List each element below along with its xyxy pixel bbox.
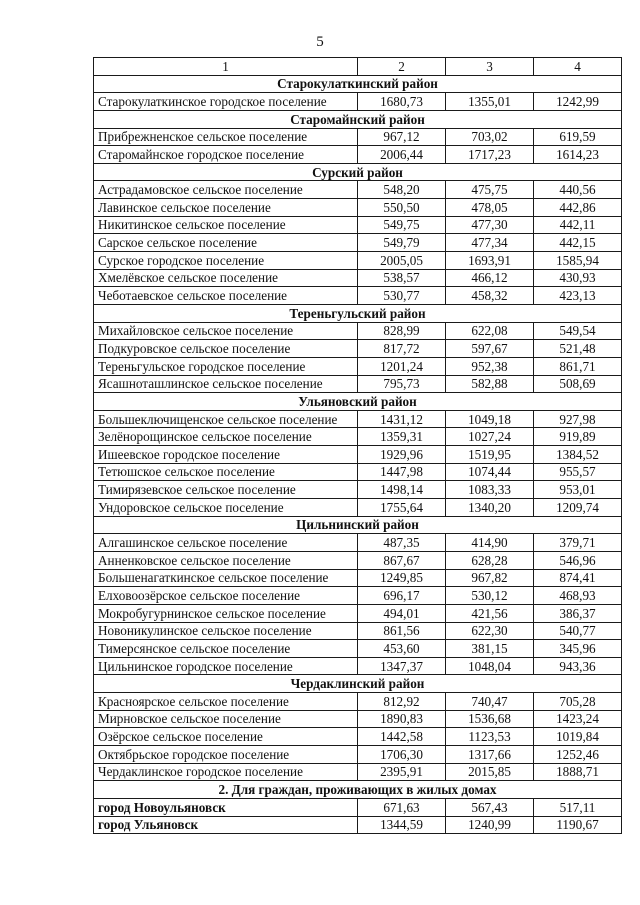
table-row <box>94 181 622 199</box>
value-col-2: 550,50 <box>358 199 446 217</box>
value-col-4: 517,11 <box>534 798 622 816</box>
value-col-4: 540,77 <box>534 622 622 640</box>
settlement-name: Ишеевское городское поселение <box>94 446 358 464</box>
tariff-table <box>93 57 622 834</box>
value-col-2: 812,92 <box>358 693 446 711</box>
settlement-name: Тереньгульское городское поселение <box>94 357 358 375</box>
value-col-4: 1019,84 <box>534 728 622 746</box>
value-col-4: 1585,94 <box>534 252 622 270</box>
value-col-2: 487,35 <box>358 534 446 552</box>
value-col-3: 530,12 <box>446 587 534 605</box>
table-row <box>94 375 622 393</box>
column-number-4: 4 <box>534 58 622 76</box>
table-row <box>94 499 622 517</box>
settlement-name: Хмелёвское сельское поселение <box>94 269 358 287</box>
value-col-2: 1447,98 <box>358 463 446 481</box>
value-col-2: 967,12 <box>358 128 446 146</box>
value-col-2: 2395,91 <box>358 763 446 781</box>
section-row <box>94 75 622 93</box>
value-col-2: 549,79 <box>358 234 446 252</box>
table-row <box>94 622 622 640</box>
value-col-3: 1074,44 <box>446 463 534 481</box>
value-col-4: 442,86 <box>534 199 622 217</box>
table-row <box>94 798 622 816</box>
value-col-4: 546,96 <box>534 551 622 569</box>
settlement-name: город Ульяновск <box>94 816 358 834</box>
table-row <box>94 410 622 428</box>
value-col-2: 1890,83 <box>358 710 446 728</box>
table-row <box>94 710 622 728</box>
table-body <box>94 58 622 834</box>
table-row <box>94 728 622 746</box>
section-title: Цильнинский район <box>94 516 622 534</box>
value-col-3: 628,28 <box>446 551 534 569</box>
settlement-name: Тетюшское сельское поселение <box>94 463 358 481</box>
table-row <box>94 745 622 763</box>
value-col-2: 453,60 <box>358 640 446 658</box>
value-col-2: 494,01 <box>358 604 446 622</box>
value-col-3: 458,32 <box>446 287 534 305</box>
section-title: 2. Для граждан, проживающих в жилых домах <box>94 781 622 799</box>
value-col-3: 414,90 <box>446 534 534 552</box>
value-col-3: 597,67 <box>446 340 534 358</box>
section-row <box>94 675 622 693</box>
table-row <box>94 604 622 622</box>
table-row <box>94 446 622 464</box>
value-col-4: 442,15 <box>534 234 622 252</box>
settlement-name: Старомайнское городское поселение <box>94 146 358 164</box>
table-row <box>94 481 622 499</box>
value-col-4: 1209,74 <box>534 499 622 517</box>
value-col-2: 530,77 <box>358 287 446 305</box>
section-title: Ульяновский район <box>94 393 622 411</box>
table-row <box>94 128 622 146</box>
settlement-name: Лавинское сельское поселение <box>94 199 358 217</box>
value-col-2: 1431,12 <box>358 410 446 428</box>
section-row <box>94 393 622 411</box>
value-col-4: 423,13 <box>534 287 622 305</box>
table-row <box>94 287 622 305</box>
value-col-4: 927,98 <box>534 410 622 428</box>
value-col-3: 740,47 <box>446 693 534 711</box>
value-col-4: 619,59 <box>534 128 622 146</box>
value-col-3: 475,75 <box>446 181 534 199</box>
value-col-3: 381,15 <box>446 640 534 658</box>
value-col-4: 1384,52 <box>534 446 622 464</box>
value-col-2: 861,56 <box>358 622 446 640</box>
value-col-2: 1755,64 <box>358 499 446 517</box>
table-row <box>94 146 622 164</box>
value-col-3: 1340,20 <box>446 499 534 517</box>
table-row <box>94 657 622 675</box>
settlement-name: Красноярское сельское поселение <box>94 693 358 711</box>
value-col-2: 867,67 <box>358 551 446 569</box>
value-col-3: 1123,53 <box>446 728 534 746</box>
value-col-3: 1519,95 <box>446 446 534 464</box>
value-col-3: 1240,99 <box>446 816 534 834</box>
table-row <box>94 534 622 552</box>
table-row <box>94 93 622 111</box>
value-col-2: 817,72 <box>358 340 446 358</box>
settlement-name: Прибрежненское сельское поселение <box>94 128 358 146</box>
table-row <box>94 216 622 234</box>
page-number: 5 <box>316 34 324 50</box>
settlement-name: Никитинское сельское поселение <box>94 216 358 234</box>
value-col-2: 2005,05 <box>358 252 446 270</box>
value-col-2: 549,75 <box>358 216 446 234</box>
value-col-2: 1498,14 <box>358 481 446 499</box>
value-col-3: 478,05 <box>446 199 534 217</box>
settlement-name: Ясашноташлинское сельское поселение <box>94 375 358 393</box>
settlement-name: Астрадамовское сельское поселение <box>94 181 358 199</box>
settlement-name: Мирновское сельское поселение <box>94 710 358 728</box>
value-col-2: 1706,30 <box>358 745 446 763</box>
section-row <box>94 781 622 799</box>
settlement-name: Озёрское сельское поселение <box>94 728 358 746</box>
value-col-2: 2006,44 <box>358 146 446 164</box>
value-col-4: 521,48 <box>534 340 622 358</box>
value-col-4: 549,54 <box>534 322 622 340</box>
value-col-4: 440,56 <box>534 181 622 199</box>
table-row <box>94 199 622 217</box>
value-col-4: 861,71 <box>534 357 622 375</box>
value-col-2: 1680,73 <box>358 93 446 111</box>
value-col-4: 379,71 <box>534 534 622 552</box>
value-col-2: 548,20 <box>358 181 446 199</box>
table-row <box>94 322 622 340</box>
section-row <box>94 516 622 534</box>
column-number-row <box>94 58 622 76</box>
value-col-4: 1888,71 <box>534 763 622 781</box>
settlement-name: Михайловское сельское поселение <box>94 322 358 340</box>
value-col-2: 1929,96 <box>358 446 446 464</box>
value-col-3: 1717,23 <box>446 146 534 164</box>
settlement-name: город Новоульяновск <box>94 798 358 816</box>
value-col-2: 828,99 <box>358 322 446 340</box>
value-col-4: 953,01 <box>534 481 622 499</box>
value-col-3: 421,56 <box>446 604 534 622</box>
settlement-name: Сарское сельское поселение <box>94 234 358 252</box>
table-row <box>94 428 622 446</box>
value-col-3: 622,08 <box>446 322 534 340</box>
settlement-name: Тимирязевское сельское поселение <box>94 481 358 499</box>
value-col-2: 671,63 <box>358 798 446 816</box>
value-col-3: 1049,18 <box>446 410 534 428</box>
value-col-4: 1242,99 <box>534 93 622 111</box>
settlement-name: Чеботаевское сельское поселение <box>94 287 358 305</box>
table-row <box>94 551 622 569</box>
value-col-4: 955,57 <box>534 463 622 481</box>
value-col-2: 1249,85 <box>358 569 446 587</box>
value-col-4: 1190,67 <box>534 816 622 834</box>
table-row <box>94 463 622 481</box>
value-col-4: 943,36 <box>534 657 622 675</box>
value-col-3: 1536,68 <box>446 710 534 728</box>
table-row <box>94 234 622 252</box>
section-row <box>94 110 622 128</box>
settlement-name: Чердаклинское городское поселение <box>94 763 358 781</box>
settlement-name: Сурское городское поселение <box>94 252 358 270</box>
table-row <box>94 816 622 834</box>
value-col-3: 1355,01 <box>446 93 534 111</box>
settlement-name: Елховоозёрское сельское поселение <box>94 587 358 605</box>
table-row <box>94 587 622 605</box>
value-col-3: 1048,04 <box>446 657 534 675</box>
settlement-name: Новоникулинское сельское поселение <box>94 622 358 640</box>
value-col-2: 1359,31 <box>358 428 446 446</box>
value-col-4: 442,11 <box>534 216 622 234</box>
settlement-name: Октябрьское городское поселение <box>94 745 358 763</box>
value-col-3: 567,43 <box>446 798 534 816</box>
value-col-2: 795,73 <box>358 375 446 393</box>
settlement-name: Анненковское сельское поселение <box>94 551 358 569</box>
section-row <box>94 163 622 181</box>
table-row <box>94 763 622 781</box>
settlement-name: Подкуровское сельское поселение <box>94 340 358 358</box>
settlement-name: Большеключищенское сельское поселение <box>94 410 358 428</box>
value-col-3: 582,88 <box>446 375 534 393</box>
column-number-3: 3 <box>446 58 534 76</box>
value-col-3: 703,02 <box>446 128 534 146</box>
value-col-4: 1423,24 <box>534 710 622 728</box>
value-col-3: 1027,24 <box>446 428 534 446</box>
value-col-3: 477,30 <box>446 216 534 234</box>
section-title: Старомайнский район <box>94 110 622 128</box>
table-row <box>94 357 622 375</box>
settlement-name: Зелёнорощинское сельское поселение <box>94 428 358 446</box>
value-col-4: 1614,23 <box>534 146 622 164</box>
table-row <box>94 269 622 287</box>
column-number-1: 1 <box>94 58 358 76</box>
section-title: Чердаклинский район <box>94 675 622 693</box>
value-col-3: 466,12 <box>446 269 534 287</box>
settlement-name: Старокулаткинское городское поселение <box>94 93 358 111</box>
value-col-4: 874,41 <box>534 569 622 587</box>
value-col-4: 430,93 <box>534 269 622 287</box>
column-number-2: 2 <box>358 58 446 76</box>
value-col-3: 967,82 <box>446 569 534 587</box>
value-col-3: 1083,33 <box>446 481 534 499</box>
value-col-2: 696,17 <box>358 587 446 605</box>
value-col-3: 952,38 <box>446 357 534 375</box>
section-title: Тереньгульский район <box>94 304 622 322</box>
table-row <box>94 640 622 658</box>
settlement-name: Ундоровское сельское поселение <box>94 499 358 517</box>
table-row <box>94 569 622 587</box>
value-col-3: 477,34 <box>446 234 534 252</box>
value-col-4: 345,96 <box>534 640 622 658</box>
value-col-3: 622,30 <box>446 622 534 640</box>
value-col-2: 538,57 <box>358 269 446 287</box>
section-title: Старокулаткинский район <box>94 75 622 93</box>
value-col-4: 468,93 <box>534 587 622 605</box>
table-row <box>94 252 622 270</box>
section-row <box>94 304 622 322</box>
value-col-4: 705,28 <box>534 693 622 711</box>
value-col-3: 1693,91 <box>446 252 534 270</box>
value-col-3: 1317,66 <box>446 745 534 763</box>
settlement-name: Большенагаткинское сельское поселение <box>94 569 358 587</box>
settlement-name: Мокробугурнинское сельское поселение <box>94 604 358 622</box>
value-col-2: 1201,24 <box>358 357 446 375</box>
value-col-3: 2015,85 <box>446 763 534 781</box>
table-row <box>94 693 622 711</box>
section-title: Сурский район <box>94 163 622 181</box>
value-col-2: 1344,59 <box>358 816 446 834</box>
value-col-2: 1442,58 <box>358 728 446 746</box>
value-col-4: 1252,46 <box>534 745 622 763</box>
settlement-name: Цильнинское городское поселение <box>94 657 358 675</box>
value-col-4: 386,37 <box>534 604 622 622</box>
table-row <box>94 340 622 358</box>
value-col-4: 508,69 <box>534 375 622 393</box>
settlement-name: Тимерсянское сельское поселение <box>94 640 358 658</box>
settlement-name: Алгашинское сельское поселение <box>94 534 358 552</box>
value-col-2: 1347,37 <box>358 657 446 675</box>
value-col-4: 919,89 <box>534 428 622 446</box>
